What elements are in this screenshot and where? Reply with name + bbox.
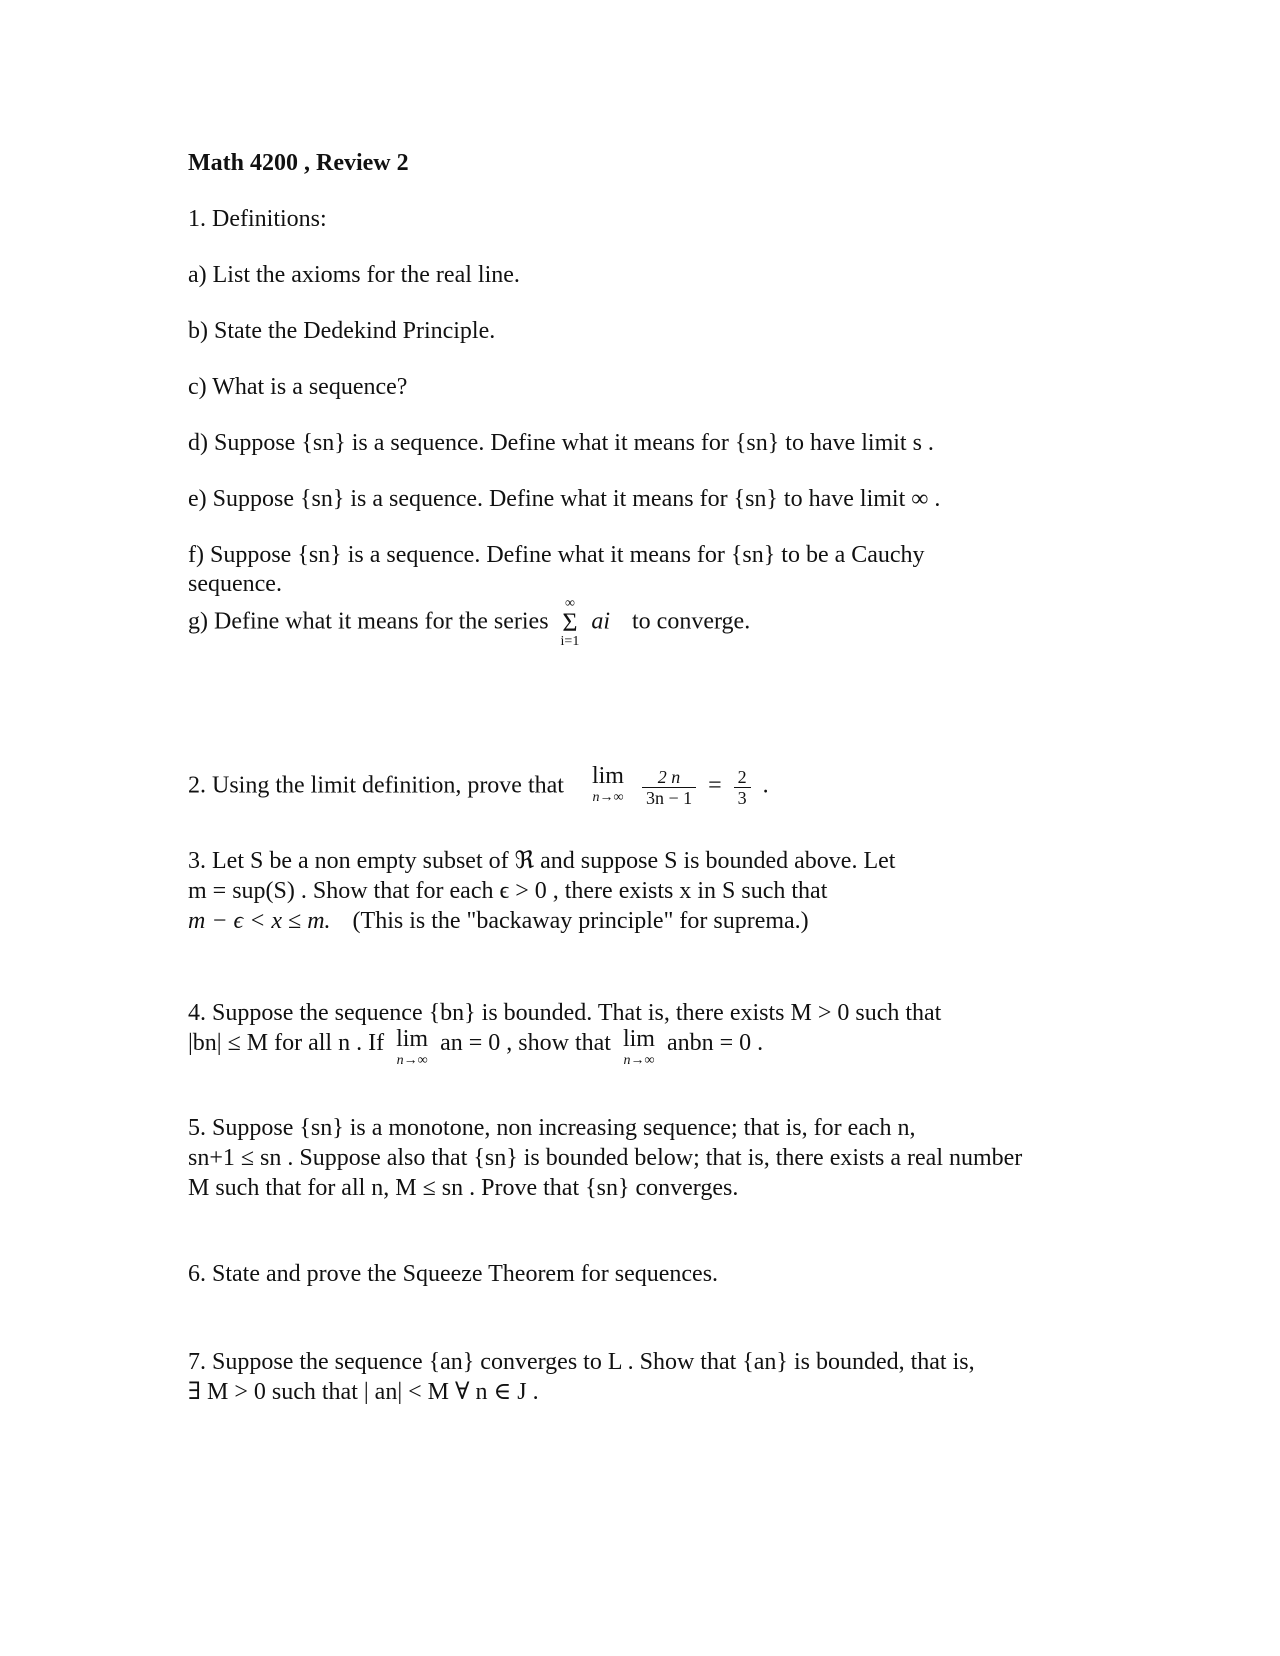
sum-upper-limit: ∞ [564,596,575,611]
q3-line1: 3. Let S be a non empty subset of ℜ and suppose S is bounded above. Let [188,848,896,874]
q1-item-a: a) List the axioms for the real line. [188,262,520,288]
q3-line2: m = sup(S) . Show that for each ϵ > 0 , there exists x in S such that [188,878,828,904]
q4-l2a: |bn| ≤ M for all n . If [188,1030,385,1056]
fraction-denominator: 3n − 1 [645,787,693,808]
q1-item-f-line1: f) Suppose {sn} is a sequence. Define what it means for {sn} to be a Cauchy [188,542,925,568]
q4-limit-2 [623,1028,655,1072]
q1-g-post: to converge. [632,608,751,635]
page-title: Math 4200 , Review 2 [188,150,409,176]
q2-period: . [762,772,769,799]
series-term: ai [591,608,611,635]
q1-item-d: d) Suppose {sn} is a sequence. Define what it means for {sn} to have limit s . [188,430,934,456]
q1-item-b: b) State the Dedekind Principle. [188,318,496,344]
lim-word: lim [591,763,624,789]
lim-word: lim [396,1026,429,1052]
q1-item-g [188,596,750,650]
q2-equals: = [708,772,722,799]
q4-line2 [188,1028,763,1072]
q3-text: (This is the "backaway principle" for suprema.) [352,908,809,934]
q5-line3: M such that for all n, M ≤ sn . Prove that {sn} converges. [188,1175,739,1201]
series-sum [561,596,580,650]
q2-rhs-fraction [734,767,751,808]
lim-word: lim [622,1026,655,1052]
q2-pre: 2. Using the limit definition, prove that [188,772,564,799]
rhs-denominator: 3 [737,787,747,808]
fraction-numerator: 2 n [642,767,696,788]
q2-fraction [642,767,696,808]
q1-heading: 1. Definitions: [188,206,327,232]
q3-math: m − ϵ < x ≤ m. [188,908,331,934]
q1-g-pre: g) Define what it means for the series [188,608,549,635]
sum-lower-limit: i=1 [560,634,580,649]
q2-limit [592,765,624,809]
sigma-symbol: Σ [562,608,578,637]
q6-line1: 6. State and prove the Squeeze Theorem for sequences. [188,1261,719,1287]
q4-limit-1 [396,1028,428,1072]
q4-l2b: an = 0 , show that [440,1030,611,1056]
lim-subscript: n→∞ [396,1053,428,1068]
q5-line1: 5. Suppose {sn} is a monotone, non increasing sequence; that is, for each n, [188,1115,916,1141]
q3-line3 [188,906,809,936]
rhs-numerator: 2 [734,767,751,788]
lim-subscript: n→∞ [592,790,624,805]
q1-item-c: c) What is a sequence? [188,374,408,400]
q1-item-f-line2: sequence. [188,571,282,597]
q2 [188,765,769,809]
q7-line2: ∃ M > 0 such that | an| < M ∀ n ∈ J . [188,1379,539,1405]
q4-l2c: anbn = 0 . [666,1030,764,1056]
lim-subscript: n→∞ [623,1053,655,1068]
q5-line2: sn+1 ≤ sn . Suppose also that {sn} is bounded below; that is, there exists a real number [188,1145,1023,1171]
q1-item-e: e) Suppose {sn} is a sequence. Define what it means for {sn} to have limit ∞ . [188,486,941,512]
q4-line1: 4. Suppose the sequence {bn} is bounded. That is, there exists M > 0 such that [188,1000,942,1026]
q7-line1: 7. Suppose the sequence {an} converges to L . Show that {an} is bounded, that is, [188,1349,975,1375]
